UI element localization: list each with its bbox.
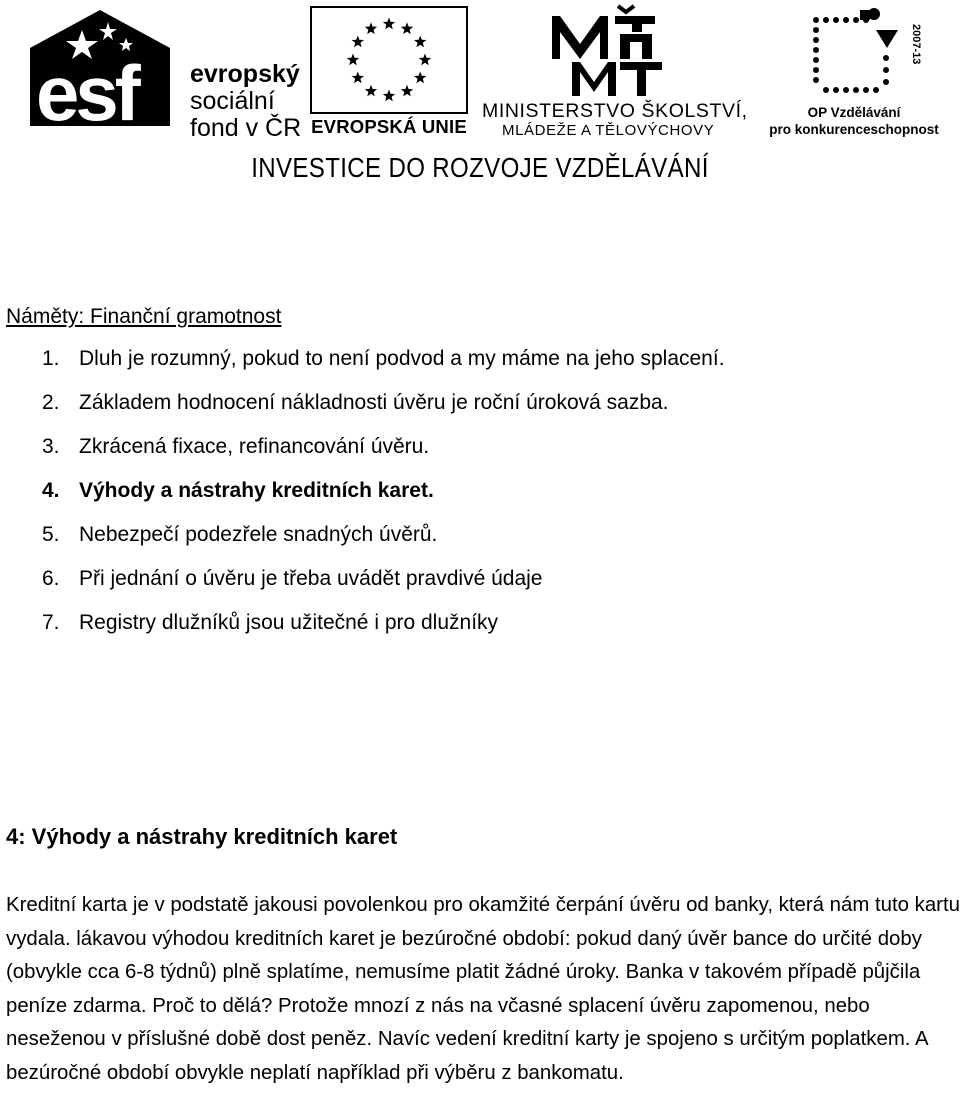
op-line1: OP Vzdělávání xyxy=(807,105,901,120)
msmt-logo xyxy=(480,4,760,139)
eu-flag-icon xyxy=(310,6,468,114)
msmt-line2: MLÁDEŽE A TĚLOVÝCHOVY xyxy=(502,122,715,139)
esf-line1: evropský xyxy=(190,60,300,88)
esf-line2: sociální xyxy=(190,87,275,115)
op-vk-logo xyxy=(768,4,940,139)
eu-caption: EVROPSKÁ UNIE xyxy=(311,116,467,137)
svg-text:esf: esf xyxy=(36,49,137,137)
msmt-monogram-icon xyxy=(480,4,760,99)
op-vk-mark-icon xyxy=(768,4,940,104)
op-years: 2007-13 xyxy=(910,24,922,65)
esf-logo xyxy=(30,8,302,142)
topics-heading: Náměty: Finanční gramotnost xyxy=(6,305,282,328)
section-heading: 4: Výhody a nástrahy kreditních karet xyxy=(6,824,398,849)
section-paragraph: Kreditní karta je v podstatě jakousi povolenkou pro okamžité čerpání úvěru od banky, která nám tuto kartu vydala. lákavou výhodou kreditních karet je bezúročné období: pokud daný úvěr bance do určité doby (obvykle cca 6-8 týdnů) plně splatíme, nemusíme platit žádné úroky. Banka v takovém případě půjčila peníze zdarma. Proč to dělá? Protože mnozí z nás na včasné splacení úvěru zapomenou, nebo neseženou v příslušné době dost peněz. Navíc vedení kreditní karty je spojeno s určitým poplatkem. A bezúročné období obvykle neplatí například při výběru z bankomatu. xyxy=(6,894,960,1084)
op-line2: pro konkurenceschopnost xyxy=(769,122,939,137)
eu-logo xyxy=(310,6,468,136)
msmt-line1: MINISTERSTVO ŠKOLSTVÍ, xyxy=(482,100,748,122)
investice-banner: INVESTICE DO ROZVOJE VZDĚLÁVÁNÍ xyxy=(251,152,709,183)
esf-line3: fond v ČR xyxy=(190,114,302,142)
